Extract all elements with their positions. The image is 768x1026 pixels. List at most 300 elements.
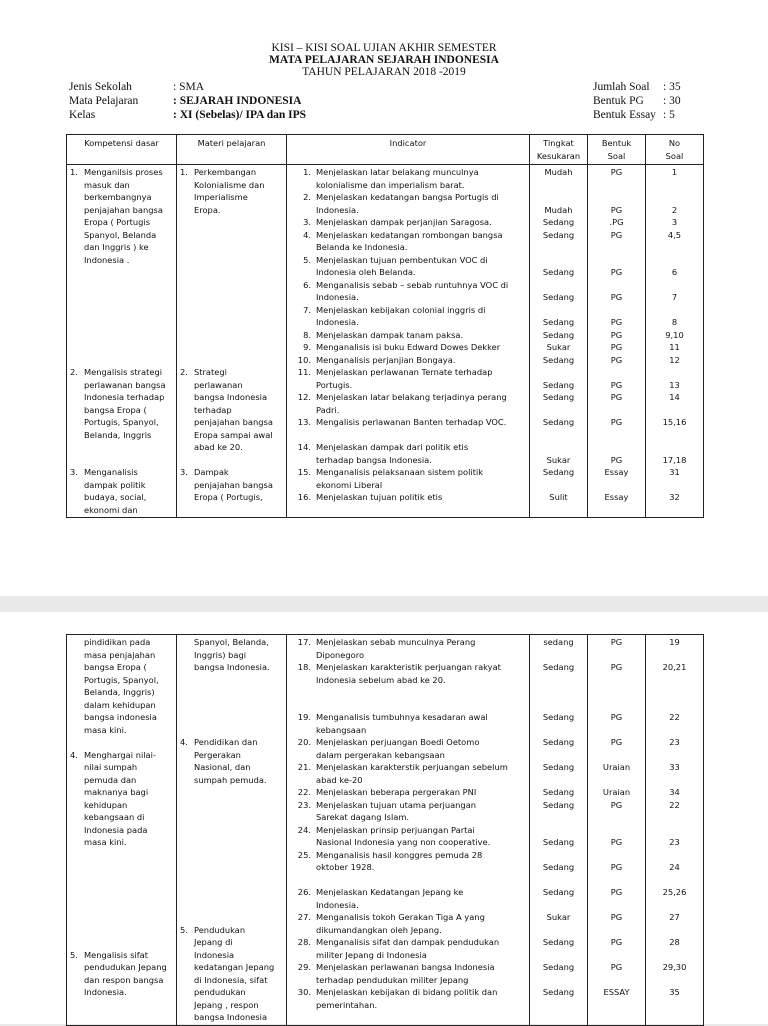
spacer	[179, 686, 284, 699]
tingkat-value: Mudah	[544, 204, 573, 215]
indicator-number: 23.	[297, 799, 311, 810]
text-line: Eropa.	[194, 204, 221, 215]
item-text	[84, 949, 174, 999]
indicator-text	[316, 824, 527, 849]
spacer	[69, 291, 174, 304]
bentuk-value: PG	[610, 912, 623, 922]
spacer	[648, 429, 701, 442]
indicator-number: 1.	[303, 167, 311, 177]
text-line: budaya, social,	[84, 492, 147, 502]
table-body-row	[67, 635, 704, 1026]
no-soal-value: 1	[671, 167, 678, 177]
pg-label: Bentuk PG	[593, 95, 644, 107]
text-line: Menjelaskan dampak tanam paksa.	[316, 329, 464, 340]
tingkat-value: Sedang	[542, 987, 575, 997]
indicator-item	[289, 711, 527, 736]
text-line: Mengalisis perlawanan Banten terhadap VOC.	[316, 417, 507, 427]
materi-cell	[177, 165, 287, 518]
indicator-text	[316, 636, 527, 661]
spacer	[179, 711, 284, 724]
indicator-item	[289, 254, 527, 279]
materi-item	[179, 366, 284, 454]
text-line: Pergerakan	[194, 749, 241, 760]
item-text	[194, 736, 284, 786]
spacer	[289, 874, 527, 887]
spacer	[179, 241, 284, 254]
tingkat-value: Mudah	[544, 167, 573, 177]
spacer	[179, 849, 284, 862]
bentuk-value: .PG	[609, 217, 624, 227]
item-text	[84, 466, 174, 516]
spacer	[532, 999, 585, 1012]
text-line: Indonesia.	[84, 987, 127, 997]
spacer	[69, 936, 174, 949]
spacer	[648, 441, 701, 454]
indicator-text	[316, 354, 527, 367]
spacer	[648, 479, 701, 492]
indicator-number: 18.	[297, 662, 311, 672]
text-line: penjajahan bangsa	[194, 417, 273, 427]
spacer	[590, 974, 643, 987]
document-page-2	[0, 612, 768, 1024]
indicator-number: 30.	[297, 987, 311, 997]
bentuk-value: PG	[610, 167, 623, 177]
text-line: penjajahan bangsa	[194, 479, 273, 490]
spacer	[179, 329, 284, 342]
indicator-number: 2.	[303, 192, 311, 202]
spacer	[69, 861, 174, 874]
bentuk-value: PG	[610, 887, 623, 897]
text-line: Nasional, dan	[194, 762, 251, 772]
text-line: Indonesia terhadap	[84, 392, 165, 402]
spacer	[179, 724, 284, 737]
no-soal-value: 22	[669, 712, 680, 722]
indicator-item	[289, 391, 527, 416]
col-tingkat-line1: Tingkat	[543, 138, 574, 148]
text-line: Menjelaskan dampak perjanjian Saragosa.	[316, 217, 492, 227]
text-line: bangsa indonesia	[84, 712, 157, 722]
spacer	[179, 836, 284, 849]
no-soal-value: 23	[669, 837, 680, 847]
spacer	[590, 824, 643, 837]
no-soal-value: 23	[669, 737, 680, 747]
indicator-text	[316, 886, 527, 911]
spacer	[289, 429, 527, 442]
no-soal-value: 33	[669, 762, 680, 772]
text-line: oktober 1928.	[316, 862, 375, 872]
bentuk-cell	[588, 635, 646, 1026]
indicator-item	[289, 229, 527, 254]
indicator-item	[289, 661, 527, 686]
text-line: Imperialisme	[194, 192, 248, 202]
bentuk-value: Essay	[604, 492, 629, 502]
item-text	[194, 924, 284, 1024]
text-line: dalam kehidupan	[84, 699, 156, 710]
spacer	[590, 441, 643, 454]
spacer	[648, 686, 701, 699]
spacer	[648, 254, 701, 267]
indicator-number: 25.	[297, 849, 311, 860]
text-line: Spanyol, Belanda	[84, 229, 157, 240]
indicator-text	[316, 279, 527, 304]
bentuk-value: Uraian	[602, 762, 631, 772]
indicator-text	[316, 786, 527, 799]
jumlah-value: : 35	[663, 81, 681, 93]
item-number: 1.	[180, 167, 188, 177]
spacer	[69, 924, 174, 937]
spacer	[590, 429, 643, 442]
spacer	[648, 824, 701, 837]
bentuk-value: PG	[610, 379, 623, 390]
tingkat-value: Sedang	[542, 329, 575, 340]
tingkat-value: Sedang	[542, 467, 575, 477]
bentuk-value: PG	[610, 392, 623, 402]
text-line: Menjelaskan dampak dari politik etis	[316, 442, 469, 452]
text-line: Nasional Indonesia yang non cooperative.	[316, 837, 491, 847]
indicator-number: 11.	[297, 367, 311, 377]
item-number: 4.	[180, 737, 188, 747]
text-line: Menjelaskan kebijakan colonial inggris di	[316, 304, 486, 315]
tingkat-value: Sedang	[542, 712, 575, 722]
spacer	[590, 749, 643, 762]
spacer	[590, 924, 643, 937]
text-line: Portugis, Spanyol,	[84, 674, 159, 685]
text-line: Pendudukan	[194, 924, 246, 935]
text-line: nilai sumpah	[84, 762, 138, 772]
text-line: pindidikan pada	[84, 637, 151, 647]
col-materi: Materi pelajaran	[177, 135, 287, 165]
text-line: pendudukan	[194, 987, 246, 997]
kompetensi-cell	[67, 165, 177, 518]
text-line: Kolonialisme dan	[194, 179, 265, 190]
spacer	[532, 191, 585, 204]
spacer	[179, 886, 284, 899]
spacer	[532, 366, 585, 379]
spacer	[590, 191, 643, 204]
text-line: Menganalisis sifat dan dampak pendudukan	[316, 937, 500, 947]
text-line: masa kini.	[84, 837, 127, 847]
indicator-number: 12.	[297, 392, 311, 402]
text-line: kehidupan	[84, 799, 128, 810]
text-line: masuk dan	[84, 179, 130, 190]
spacer	[179, 341, 284, 354]
spacer	[179, 304, 284, 317]
item-text	[194, 166, 284, 216]
indicator-text	[316, 849, 527, 874]
indicator-item	[289, 824, 527, 849]
tingkat-value: Sedang	[542, 937, 575, 947]
kompetensi-cell	[67, 635, 177, 1026]
indicator-number: 19.	[297, 712, 311, 722]
spacer	[179, 266, 284, 279]
tingkat-value: Sedang	[542, 799, 575, 810]
bentuk-value: PG	[610, 962, 623, 972]
indicator-text	[316, 961, 527, 986]
spacer	[69, 304, 174, 317]
spacer	[69, 736, 174, 749]
no-soal-value: 35	[669, 987, 680, 997]
table-body-row	[67, 165, 704, 518]
spacer	[648, 241, 701, 254]
spacer	[532, 824, 585, 837]
indicator-text	[316, 391, 527, 416]
spacer	[648, 849, 701, 862]
text-line: Menganalisis isi buku Edward Dowes Dekker	[316, 342, 501, 352]
text-line: kebangsaan	[316, 724, 367, 735]
no-soal-value: 25,26	[662, 887, 687, 897]
no-soal-value: 8	[671, 317, 678, 327]
item-number: 1.	[70, 167, 78, 177]
text-line: Menjelaskan kedatangan bangsa Portugis di	[316, 192, 499, 202]
text-line: Menjelaskan kedatangan rombongan bangsa	[316, 229, 503, 240]
spacer	[648, 874, 701, 887]
bentuk-value: PG	[610, 712, 623, 722]
spacer	[179, 911, 284, 924]
no-soal-value: 32	[669, 492, 680, 502]
tingkat-value: Sukar	[546, 454, 571, 465]
no-soal-value: 24	[669, 862, 680, 872]
bentuk-value: PG	[610, 317, 623, 327]
indicator-item	[289, 849, 527, 874]
indicator-item	[289, 491, 527, 504]
kelas-value: : XI (Sebelas)/ IPA dan IPS	[173, 109, 307, 121]
bentuk-value: PG	[610, 662, 623, 672]
text-line: Menjelaskan tujuan politik etis	[316, 492, 443, 502]
item-number: 2.	[180, 367, 188, 377]
no-soal-value: 15,16	[662, 417, 687, 427]
kelas-label: Kelas	[69, 109, 96, 121]
spacer	[289, 699, 527, 712]
spacer	[69, 899, 174, 912]
materi-item	[179, 736, 284, 786]
spacer	[590, 774, 643, 787]
spacer	[532, 749, 585, 762]
text-line: Mengalisis sifat	[84, 949, 148, 960]
spacer	[179, 874, 284, 887]
bentuk-value: PG	[610, 737, 623, 747]
indicator-number: 21.	[297, 762, 311, 772]
indicator-number: 28.	[297, 937, 311, 947]
spacer	[648, 899, 701, 912]
spacer	[69, 849, 174, 862]
jumlah-label: Jumlah Soal	[593, 81, 650, 93]
mapel-label: Mata Pelajaran	[69, 95, 139, 107]
indicator-number: 6.	[303, 279, 311, 290]
tingkat-value: Sedang	[542, 217, 575, 227]
spacer	[179, 786, 284, 799]
spacer	[648, 366, 701, 379]
tingkat-value: Sedang	[542, 862, 575, 872]
spacer	[179, 291, 284, 304]
spacer	[179, 699, 284, 712]
text-line: Dampak	[194, 467, 229, 477]
text-line: Menjelaskan tujuan pembentukan VOC di	[316, 254, 488, 265]
spacer	[590, 279, 643, 292]
text-line: Jepang , respon	[194, 999, 259, 1010]
spacer	[532, 179, 585, 192]
text-line: Indonesia	[194, 949, 235, 960]
text-line: bangsa Indonesia	[194, 392, 268, 402]
indicator-number: 15.	[297, 467, 311, 477]
item-text	[194, 636, 284, 674]
kompetensi-item	[69, 366, 174, 441]
text-line: kolonialisme dan imperialism barat.	[316, 179, 465, 190]
item-text	[84, 749, 174, 849]
text-line: Inggris) bagi	[194, 649, 247, 660]
text-line: Menghargai nilai-	[84, 749, 156, 760]
indicator-cell	[287, 165, 530, 518]
indicator-text	[316, 799, 527, 824]
tingkat-value: Sedang	[542, 354, 575, 365]
indicator-text	[316, 254, 527, 279]
indicator-item	[289, 354, 527, 367]
text-line: Indonesia oleh Belanda.	[316, 267, 416, 277]
no-soal-value: 34	[669, 787, 680, 797]
spacer	[179, 316, 284, 329]
spacer	[69, 441, 174, 454]
bentuk-value: PG	[610, 354, 623, 365]
text-line: Menjelaskan tujuan utama perjuangan	[316, 799, 477, 810]
text-line: kebangsaan di	[84, 812, 145, 822]
spacer	[179, 254, 284, 267]
tingkat-value: Sedang	[542, 787, 575, 797]
no-soal-value: 28	[669, 937, 680, 947]
spacer	[179, 674, 284, 687]
text-line: Menjelaskan karakteristik perjuangan rakyat	[316, 662, 501, 672]
indicator-item	[289, 911, 527, 936]
item-text	[194, 366, 284, 454]
indicator-item	[289, 936, 527, 961]
text-line: dan respon bangsa	[84, 974, 164, 985]
bentuk-cell	[588, 165, 646, 518]
table-header-row	[67, 135, 704, 165]
text-line: Menganalisis hasil konggres pemuda 28	[316, 849, 483, 860]
bentuk-value: PG	[610, 799, 623, 810]
text-line: Indonesia.	[316, 204, 359, 215]
indicator-item	[289, 341, 527, 354]
jenis-value: : SMA	[173, 81, 204, 93]
spacer	[532, 724, 585, 737]
tingkat-cell	[530, 635, 588, 1026]
text-line: Diponegoro	[316, 649, 365, 660]
item-number: 4.	[70, 749, 78, 760]
spacer	[590, 811, 643, 824]
text-line: Portugis, Spanyol,	[84, 417, 159, 427]
text-line: Indonesia.	[316, 317, 359, 327]
text-line: pemuda dan	[84, 774, 137, 785]
spacer	[69, 341, 174, 354]
text-line: Menganilsis proses	[84, 167, 163, 177]
bentuk-value: PG	[610, 454, 623, 465]
col-indicator: Indicator	[287, 135, 530, 165]
materi-item	[179, 466, 284, 504]
no-soal-value: 6	[671, 267, 678, 277]
spacer	[532, 924, 585, 937]
text-line: masa kini.	[84, 724, 127, 735]
spacer	[179, 216, 284, 229]
text-line: militer Jepang di Indonesia	[316, 949, 427, 960]
spacer	[590, 699, 643, 712]
spacer	[532, 674, 585, 687]
indicator-item	[289, 636, 527, 661]
spacer	[179, 824, 284, 837]
no-soal-value: 29,30	[662, 962, 687, 972]
indicator-item	[289, 736, 527, 761]
item-text	[194, 466, 284, 504]
indicator-number: 24.	[297, 824, 311, 835]
text-line: Belanda ke Indonesia.	[316, 242, 408, 252]
item-number	[180, 636, 194, 674]
indicator-number: 3.	[303, 217, 311, 227]
tingkat-value: Sedang	[542, 229, 575, 240]
indicator-number: 22.	[297, 787, 311, 797]
jenis-label: Jenis Sekolah	[69, 81, 132, 93]
kompetensi-item	[69, 466, 174, 516]
item-number	[70, 636, 84, 736]
spacer	[532, 686, 585, 699]
indicator-number: 17.	[297, 637, 311, 647]
no-soal-value: 3	[671, 217, 678, 227]
spacer	[590, 479, 643, 492]
spacer	[69, 354, 174, 367]
spacer	[69, 911, 174, 924]
text-line: bangsa Eropa (	[84, 662, 147, 672]
indicator-text	[316, 661, 527, 686]
col-kompetensi: Kompetensi dasar	[67, 135, 177, 165]
text-line: dalam pergerakan kebangsaan	[316, 749, 445, 760]
spacer	[590, 899, 643, 912]
no-soal-value: 2	[671, 204, 678, 215]
spacer	[648, 749, 701, 762]
indicator-item	[289, 441, 527, 466]
indicator-text	[316, 441, 527, 466]
spacer	[648, 699, 701, 712]
spacer	[648, 774, 701, 787]
text-line: Sarekat dagang Islam.	[316, 812, 410, 822]
item-text	[84, 166, 174, 266]
text-line: Indonesia.	[316, 292, 359, 302]
text-line: terhadap bangsa Indonesia.	[316, 454, 432, 465]
spacer	[532, 304, 585, 317]
spacer	[590, 241, 643, 254]
text-line: ekonomi Liberal	[316, 479, 383, 490]
spacer	[590, 404, 643, 417]
text-line: Indonesia .	[84, 254, 130, 265]
materi-item	[179, 636, 284, 674]
text-line: pemerintahan.	[316, 999, 378, 1010]
text-line: Eropa ( Portugis,	[194, 492, 263, 502]
bentuk-value: PG	[610, 417, 623, 427]
tingkat-value: Sedang	[542, 292, 575, 302]
text-line: pendudukan Jepang	[84, 962, 167, 972]
spacer	[648, 999, 701, 1012]
bentuk-value: PG	[610, 329, 623, 340]
spacer	[69, 316, 174, 329]
text-line: Menganalisis tumbuhnya kesadaran awal	[316, 712, 488, 722]
text-line: Perkembangan	[194, 167, 257, 177]
no-soal-value: 31	[669, 467, 680, 477]
text-line: Menjelaskan Kedatangan Jepang ke	[316, 887, 464, 897]
indicator-text	[316, 911, 527, 936]
spacer	[590, 724, 643, 737]
item-number: 5.	[180, 924, 188, 935]
doc-subject: MATA PELAJARAN SEJARAH INDONESIA	[269, 54, 499, 66]
indicator-item	[289, 191, 527, 216]
spacer	[69, 454, 174, 467]
indicator-item	[289, 416, 527, 429]
text-line: abad ke 20.	[194, 442, 243, 452]
text-line: Portugis.	[316, 379, 353, 390]
